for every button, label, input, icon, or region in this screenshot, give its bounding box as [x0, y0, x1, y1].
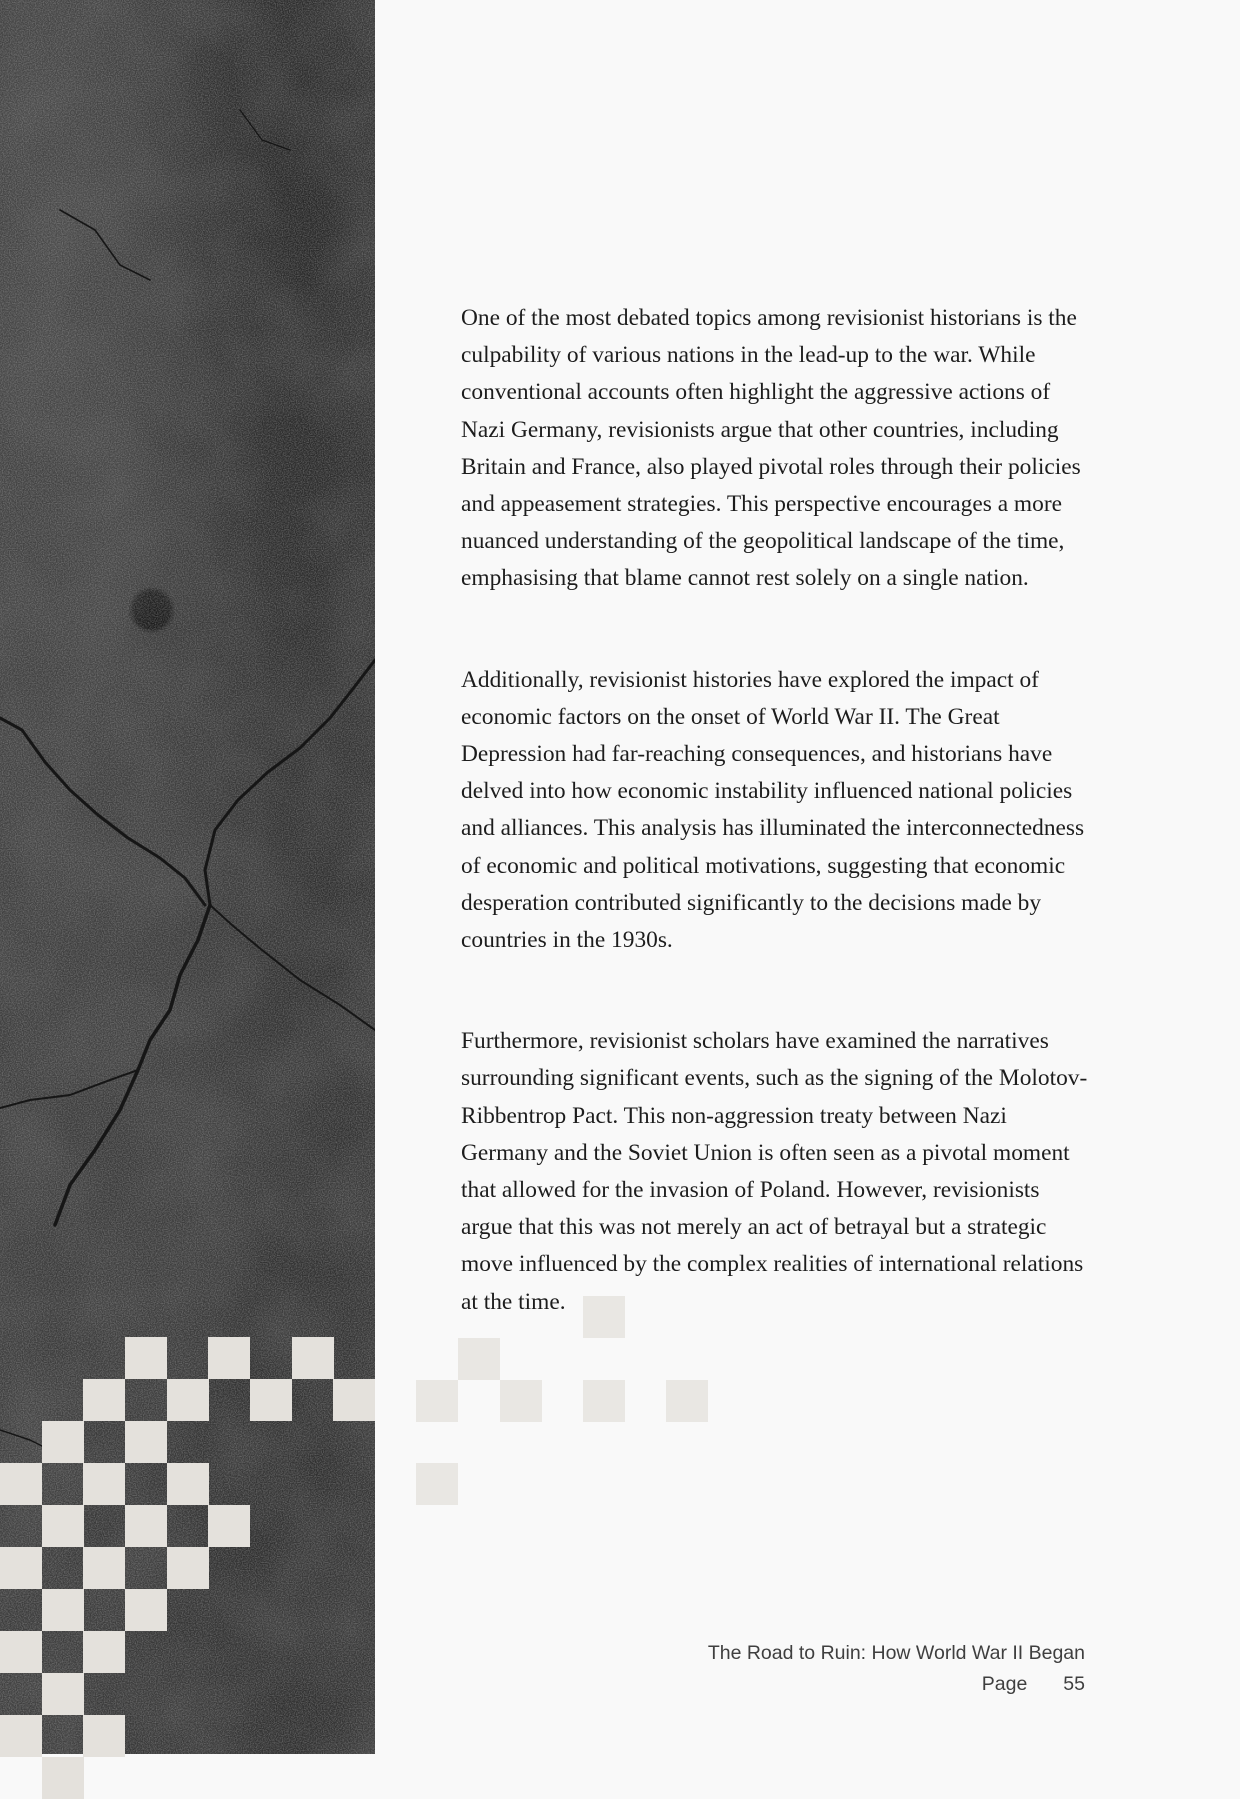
page-indicator — [708, 1669, 1085, 1700]
page-footer — [708, 1638, 1085, 1700]
book-title: The Road to Ruin: How World War II Began — [707, 1642, 1085, 1664]
crack-lines — [0, 0, 375, 1754]
page-number: 55 — [1063, 1673, 1085, 1695]
paragraph-culpability: One of the most debated topics among revisionist historians is the culpability of various nations in the lead-up to the war. While conventional accounts often highlight the aggressive actions of Nazi Germany, revisionists argue that other countries, including Britain and France, also played pivotal roles through their policies and appeasement strategies. This perspective encourages a more nuanced understanding of the geopolitical landscape of the time, emphasising that blame cannot rest solely on a single nation. — [461, 305, 1081, 592]
page-label: Page — [981, 1673, 1028, 1695]
article-body — [461, 300, 1091, 1385]
paragraph-molotov-ribbentrop: Furthermore, revisionist scholars have examined the narratives surrounding significant events, such as the signing of the Molotov-Ribbentrop Pact. This non-aggression treaty between Nazi Germany and the Soviet Union is often seen as a pivotal moment that allowed for the invasion of Poland. However, revisionists argue that this was not merely an act of betrayal but a strategic move influenced by the complex realities of international relations at the time. — [461, 1028, 1088, 1315]
paragraph-economic-factors: Additionally, revisionist histories have explored the impact of economic factors on the onset of World War II. The Great Depression had far-reaching consequences, and historians have delved into how economic instability influenced national policies and alliances. This analysis has illuminated the interconnectedness of economic and political motivations, suggesting that economic desperation contributed significantly to the decisions made by countries in the 1930s. — [461, 666, 1085, 954]
concrete-texture-panel — [0, 0, 375, 1754]
